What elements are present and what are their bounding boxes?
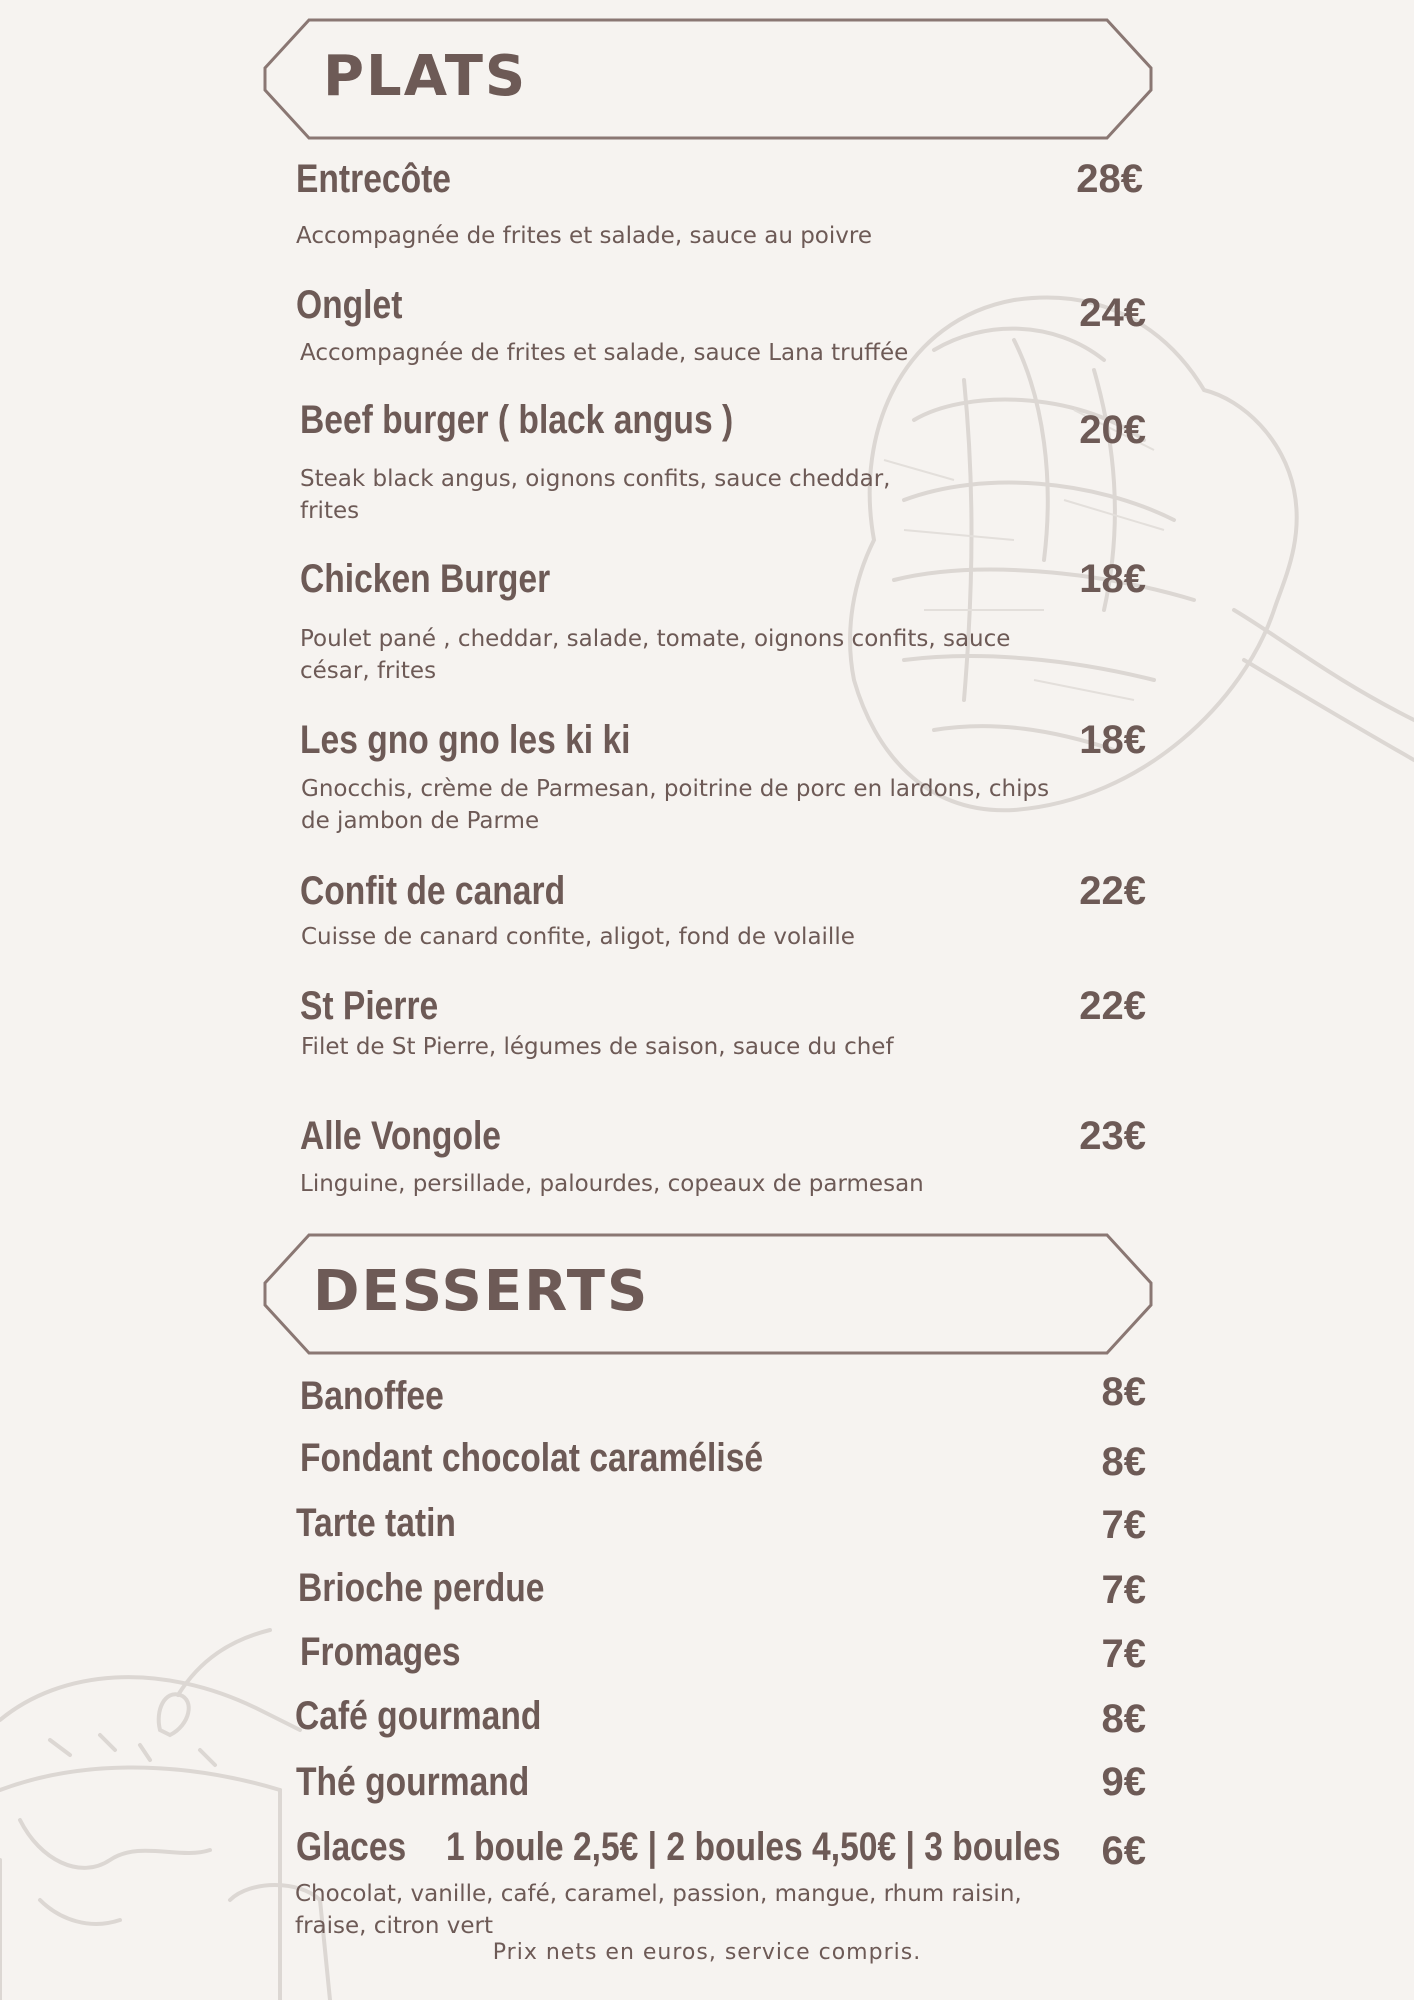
- item-description: Poulet pané , cheddar, salade, tomate, oignons confits, sauce césar, frites: [300, 626, 1011, 684]
- item-price: 22€: [1079, 984, 1146, 1028]
- item-description: Chocolat, vanille, café, caramel, passion, mangue, rhum raisin, fraise, citron vert: [295, 1881, 1022, 1939]
- item-description: Cuisse de canard confite, aligot, fond de volaille: [301, 924, 855, 950]
- item-price: 8€: [1101, 1440, 1146, 1484]
- item-name: Glaces: [296, 1825, 407, 1869]
- section-title-plats: PLATS: [323, 44, 528, 109]
- item-price: 7€: [1101, 1568, 1146, 1612]
- item-description: Steak black angus, oignons confits, sauce cheddar, frites: [300, 466, 891, 524]
- footer-note: Prix nets en euros, service compris.: [492, 1940, 922, 1965]
- desserts-banner: [263, 1233, 1153, 1355]
- item-name: Chicken Burger: [300, 557, 551, 601]
- item-price: 28€: [1076, 157, 1143, 201]
- item-description: Filet de St Pierre, légumes de saison, sauce du chef: [301, 1034, 894, 1060]
- item-name: Les gno gno les ki ki: [300, 718, 631, 762]
- plats-banner: [263, 18, 1153, 140]
- item-name: Alle Vongole: [300, 1114, 501, 1158]
- item-name: Thé gourmand: [296, 1760, 530, 1804]
- item-name: Entrecôte: [296, 157, 451, 201]
- item-name: Onglet: [296, 283, 403, 327]
- item-name: Café gourmand: [295, 1694, 542, 1738]
- item-name: Brioche perdue: [298, 1566, 545, 1610]
- item-price: 7€: [1101, 1632, 1146, 1676]
- item-name: St Pierre: [300, 984, 439, 1028]
- item-price: 18€: [1079, 718, 1146, 762]
- item-description: Accompagnée de frites et salade, sauce au poivre: [296, 223, 872, 249]
- section-title-desserts: DESSERTS: [313, 1259, 650, 1324]
- item-price: 24€: [1079, 291, 1146, 335]
- item-description: Gnocchis, crème de Parmesan, poitrine de porc en lardons, chips de jambon de Parme: [301, 776, 1050, 834]
- item-name: Fromages: [300, 1630, 461, 1674]
- item-name: Tarte tatin: [296, 1501, 456, 1545]
- item-price: 6€: [1101, 1829, 1146, 1873]
- item-price: 22€: [1079, 869, 1146, 913]
- item-price: 18€: [1079, 557, 1146, 601]
- item-description: Accompagnée de frites et salade, sauce Lana truffée: [300, 340, 909, 366]
- item-name: Confit de canard: [300, 869, 566, 913]
- item-price: 20€: [1079, 408, 1146, 452]
- item-name: Fondant chocolat caramélisé: [300, 1436, 764, 1480]
- item-name: Banoffee: [300, 1374, 444, 1418]
- item-price: 7€: [1101, 1503, 1146, 1547]
- item-price: 9€: [1101, 1760, 1146, 1804]
- glaces-scoop-pricing: 1 boule 2,5€ | 2 boules 4,50€ | 3 boules: [446, 1825, 1061, 1869]
- item-price: 8€: [1101, 1370, 1146, 1414]
- item-description: Linguine, persillade, palourdes, copeaux de parmesan: [300, 1171, 924, 1197]
- item-name: Beef burger ( black angus ): [300, 398, 734, 442]
- item-price: 8€: [1101, 1697, 1146, 1741]
- item-price: 23€: [1079, 1114, 1146, 1158]
